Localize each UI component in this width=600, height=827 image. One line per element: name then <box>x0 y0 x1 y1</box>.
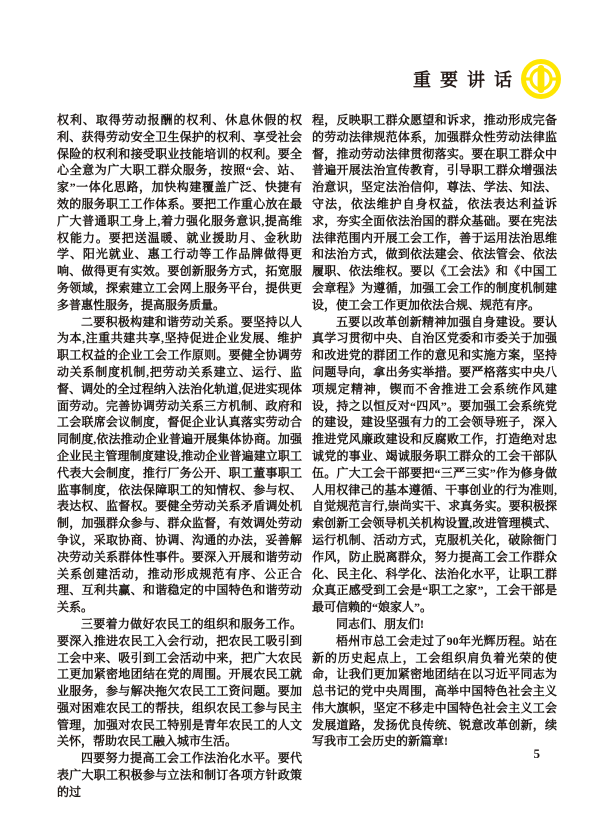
right-column <box>312 112 557 801</box>
paragraph-salutation: 同志们、朋友们! <box>336 616 424 631</box>
paragraph-closing: 梧州市总工会走过了90年光辉历程。站在新的历史起点上，工会组织肩负着光荣的使命，让我们更加紧密地团结在以习近平同志为总书记的党中央周围，高举中国特色社会主义伟大旗帜，坚定不移走中国特色社会主义工会发展道路，发扬优良传统、锐意改革创新，续写我市工会历史的新篇章! <box>312 633 557 749</box>
paragraph-continuation: 权利、取得劳动报酬的权利、休息休假的权利、获得劳动安全卫生保护的权利、享受社会保险的权利和接受职业技能培训的权利。要全心全意为广大职工群众服务，按照“会、站、家”一体化思路，加快构建覆盖广泛、快捷有效的服务职工工作体系。要把工作重心放在最广大普通职工身上,着力强化服务意识,提高维权能力。要把送温暖、就业援助月、金秋助学、阳光就业、惠工行动等工作品牌做得更响、做得更有实效。要创新服务方式，拓宽服务领域，探索建立工会网上服务平台，提供更多普惠性服务，提高服务质量。 <box>57 113 302 312</box>
left-column <box>57 112 302 801</box>
trade-union-logo-icon <box>520 58 562 100</box>
paragraph-point-five: 五要以改革创新精神加强自身建设。要认真学习贯彻中央、自治区党委和市委关于加强和改进党的群团工作的意见和实施方案，坚持问题导向，拿出务实举措。要严格落实中央八项规定精神，锲而不舍推进工会系统作风建设，持之以恒反对“四风”。要加强工会系统党的建设，建设坚强有力的工会领导班子，深入推进党风廉政建设和反腐败工作，打造绝对忠诚党的事业、竭诚服务职工群众的工会干部队伍。广大工会干部要把“三严三实”作为修身做人用权律己的基本遵循、干事创业的行为准则,自觉规范言行,崇尚实干、求真务实。要积极探索创新工会领导机关机构设置,改进管理模式、运行机制、活动方式，克服机关化，破除衙门作风，防止脱离群众，努力提高工会工作群众化、民主化、科学化、法治化水平，让职工群众真正感受到工会是“职工之家”，工会干部是最可信赖的“娘家人”。 <box>312 314 557 615</box>
page-number: 5 <box>533 746 540 761</box>
paragraph-point-three: 三要着力做好农民工的组织和服务工作。要深入推进农民工入会行动，把农民工吸引到工会中来、吸引到工会活动中来，把广大农民工更加紧密地团结在党的周围。开展农民工就业服务，参与解决拖欠农民工工资问题。要加强对困难农民工的帮扶，组织农民工参与民主管理，加强对农民工特别是青年农民工的人文关怀，帮助农民工融入城市生活。 <box>57 616 302 749</box>
page-title: 重要讲话 <box>413 70 521 90</box>
paragraph-point-two: 二要积极构建和谐劳动关系。要坚持以人为本,注重共建共享,坚持促进企业发展、维护职工权益的企业工会工作原则。要健全协调劳动关系制度机制,把劳动关系建立、运行、监督、调处的全过程纳入法治化轨道,促进实现体面劳动。完善协调劳动关系三方机制、政府和工会联席会议制度，督促企业认真落实劳动合同制度,依法推动企业普遍开展集体协商。加强企业民主管理制度建设,推动企业普遍建立职工代表大会制度，推行厂务公开、职工董事职工监事制度，依法保障职工的知情权、参与权、表达权、监督权。要健全劳动关系矛盾调处机制，加强群众参与、群众监督，有效调处劳动争议，采取协商、协调、沟通的办法，妥善解决劳动关系群体性事件。要深入开展和谐劳动关系创建活动，推动形成规范有序、公正合理、互利共赢、和谐稳定的中国特色和谐劳动关系。 <box>57 314 302 615</box>
page-header <box>413 58 562 100</box>
paragraph-point-four-start: 四要努力提高工会工作法治化水平。要代表广大职工积极参与立法和制订各项方针政策的过 <box>57 751 302 799</box>
article-body <box>57 112 557 801</box>
paragraph-point-four-continued: 程，反映职工群众愿望和诉求，推动形成完备的劳动法律规范体系，加强群众性劳动法律监督，推动劳动法律贯彻落实。要在职工群众中普遍开展法治宣传教育，引导职工群众增强法治意识，坚定法治信仰，尊法、学法、知法、守法，依法维护自身权益，依法表达利益诉求，夯实全面依法治国的群众基础。要在宪法法律范围内开展工会工作，善于运用法治思维和法治方式，做到依法建会、依法管会、依法履职、依法维权。要以《工会法》和《中国工会章程》为遵循，加强工会工作的制度机制建设，使工会工作更加依法合规、规范有序。 <box>312 113 557 312</box>
